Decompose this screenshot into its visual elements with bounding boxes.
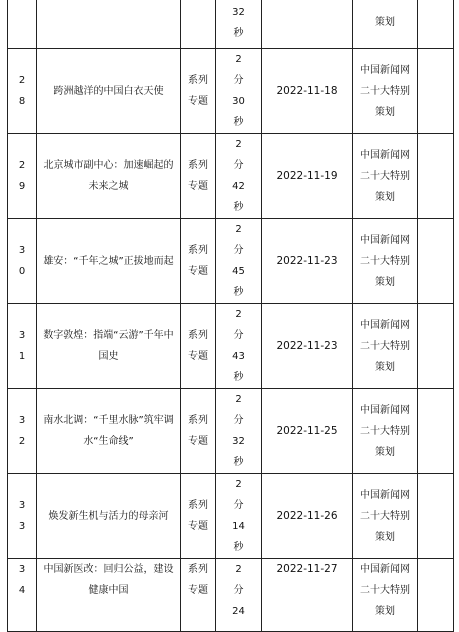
duration-cell bbox=[216, 474, 262, 559]
source-line: 中国新闻网 bbox=[360, 489, 410, 501]
duration-part: 秒 bbox=[233, 457, 244, 468]
program-title: 焕发新生机与活力的母亲河 bbox=[48, 510, 169, 522]
duration-part: 43 bbox=[232, 351, 245, 362]
number-cell bbox=[8, 134, 37, 219]
program-type: 系列专题 bbox=[188, 160, 208, 192]
type-cell bbox=[181, 49, 216, 134]
program-type: 系列专题 bbox=[188, 330, 208, 362]
source-cell bbox=[353, 219, 418, 304]
duration-part: 分 bbox=[233, 585, 244, 596]
duration-cell bbox=[216, 219, 262, 304]
duration-part: 秒 bbox=[233, 542, 244, 553]
program-type: 系列专题 bbox=[188, 415, 208, 447]
row-number: 33 bbox=[18, 500, 26, 532]
air-date: 2022-11-23 bbox=[276, 254, 338, 267]
duration-part: 2 bbox=[235, 394, 242, 405]
program-type: 系列专题 bbox=[188, 564, 208, 596]
table-row bbox=[8, 559, 454, 632]
duration-part: 2 bbox=[235, 564, 242, 575]
duration-part: 32 bbox=[232, 436, 245, 447]
table-row bbox=[8, 0, 454, 49]
source-line: 中国新闻网 bbox=[360, 234, 410, 246]
table-row bbox=[8, 474, 454, 559]
table-row bbox=[8, 219, 454, 304]
row-number: 31 bbox=[18, 330, 26, 362]
number-cell bbox=[8, 389, 37, 474]
empty-cell bbox=[418, 474, 454, 559]
date-cell bbox=[262, 134, 353, 219]
duration-part: 分 bbox=[233, 245, 244, 256]
program-title: 数字敦煌：指端“云游”千年中国史 bbox=[43, 330, 174, 362]
title-cell bbox=[37, 304, 181, 389]
duration-part: 分 bbox=[233, 415, 244, 426]
program-title: 跨洲越洋的中国白衣天使 bbox=[53, 85, 164, 97]
duration-part: 2 bbox=[235, 224, 242, 235]
type-cell bbox=[181, 134, 216, 219]
table-row bbox=[8, 304, 454, 389]
empty-cell bbox=[418, 219, 454, 304]
row-number: 28 bbox=[18, 75, 26, 107]
source-line: 策划 bbox=[375, 191, 395, 203]
duration-part: 秒 bbox=[233, 202, 244, 213]
date-cell bbox=[262, 474, 353, 559]
empty-cell bbox=[418, 134, 454, 219]
title-cell bbox=[37, 49, 181, 134]
source-line: 中国新闻网 bbox=[360, 564, 410, 575]
duration-part: 24 bbox=[232, 606, 245, 617]
date-cell bbox=[262, 49, 353, 134]
source-cell bbox=[353, 0, 418, 49]
date-cell bbox=[262, 389, 353, 474]
air-date: 2022-11-19 bbox=[276, 169, 338, 182]
source-line: 策划 bbox=[375, 531, 395, 543]
source-cell bbox=[353, 49, 418, 134]
duration-part: 42 bbox=[232, 181, 245, 192]
title-cell bbox=[37, 474, 181, 559]
title-cell bbox=[37, 134, 181, 219]
source-line: 中国新闻网 bbox=[360, 64, 410, 76]
duration-cell bbox=[216, 304, 262, 389]
duration-cell bbox=[216, 49, 262, 134]
number-cell bbox=[8, 219, 37, 304]
row-number: 30 bbox=[18, 245, 26, 277]
program-type: 系列专题 bbox=[188, 245, 208, 277]
row-number: 32 bbox=[18, 415, 26, 447]
duration-part: 秒 bbox=[233, 27, 244, 39]
duration-part: 32 bbox=[232, 6, 245, 18]
source-line: 策划 bbox=[375, 106, 395, 118]
empty-cell bbox=[418, 0, 454, 49]
air-date: 2022-11-23 bbox=[276, 339, 338, 352]
source-cell bbox=[353, 474, 418, 559]
duration-part: 秒 bbox=[233, 372, 244, 383]
program-table bbox=[7, 0, 454, 632]
number-cell bbox=[8, 49, 37, 134]
source-line: 二十大特别 bbox=[360, 510, 410, 522]
date-cell bbox=[262, 0, 353, 49]
number-cell bbox=[8, 0, 37, 49]
date-cell bbox=[262, 304, 353, 389]
duration-part: 2 bbox=[235, 54, 242, 65]
duration-part: 分 bbox=[233, 330, 244, 341]
table-row bbox=[8, 389, 454, 474]
duration-cell bbox=[216, 389, 262, 474]
source-line: 策划 bbox=[375, 276, 395, 288]
table-row bbox=[8, 134, 454, 219]
source-line: 策划 bbox=[375, 361, 395, 373]
duration-part: 14 bbox=[232, 521, 245, 532]
source-line: 中国新闻网 bbox=[360, 149, 410, 161]
type-cell bbox=[181, 474, 216, 559]
empty-cell bbox=[418, 559, 454, 632]
program-title: 中国新医改：回归公益，建设健康中国 bbox=[43, 564, 174, 596]
program-type: 系列专题 bbox=[188, 500, 208, 532]
duration-cell bbox=[216, 0, 262, 49]
air-date: 2022-11-27 bbox=[276, 563, 338, 575]
source-line: 中国新闻网 bbox=[360, 319, 410, 331]
empty-cell bbox=[418, 389, 454, 474]
duration-part: 分 bbox=[233, 75, 244, 86]
source-line: 二十大特别 bbox=[360, 425, 410, 437]
title-cell bbox=[37, 219, 181, 304]
duration-part: 分 bbox=[233, 160, 244, 171]
type-cell bbox=[181, 0, 216, 49]
air-date: 2022-11-18 bbox=[276, 84, 338, 97]
type-cell bbox=[181, 559, 216, 632]
source-cell bbox=[353, 134, 418, 219]
row-number: 34 bbox=[18, 564, 26, 596]
source-line: 二十大特别 bbox=[360, 170, 410, 182]
duration-part: 45 bbox=[232, 266, 245, 277]
number-cell bbox=[8, 304, 37, 389]
number-cell bbox=[8, 559, 37, 632]
duration-part: 2 bbox=[235, 139, 242, 150]
row-number: 29 bbox=[18, 160, 26, 192]
duration-cell bbox=[216, 134, 262, 219]
duration-part: 秒 bbox=[233, 117, 244, 128]
table-row bbox=[8, 49, 454, 134]
number-cell bbox=[8, 474, 37, 559]
duration-part: 2 bbox=[235, 479, 242, 490]
source-line: 二十大特别 bbox=[360, 255, 410, 267]
source-line: 二十大特别 bbox=[360, 85, 410, 97]
air-date: 2022-11-25 bbox=[276, 424, 338, 437]
source-line: 策划 bbox=[375, 606, 395, 617]
program-type: 系列专题 bbox=[188, 75, 208, 107]
source-line: 中国新闻网 bbox=[360, 404, 410, 416]
duration-part: 30 bbox=[232, 96, 245, 107]
duration-part: 2 bbox=[235, 309, 242, 320]
source-cell bbox=[353, 304, 418, 389]
date-cell bbox=[262, 559, 353, 632]
type-cell bbox=[181, 389, 216, 474]
source-line: 二十大特别 bbox=[360, 340, 410, 352]
empty-cell bbox=[418, 49, 454, 134]
duration-cell bbox=[216, 559, 262, 632]
source-cell bbox=[353, 559, 418, 632]
source-cell bbox=[353, 389, 418, 474]
type-cell bbox=[181, 219, 216, 304]
title-cell bbox=[37, 389, 181, 474]
program-title: 南水北调：“千里水脉”筑牢调水“生命线” bbox=[43, 415, 174, 447]
title-cell bbox=[37, 559, 181, 632]
source-line: 策划 bbox=[375, 17, 395, 28]
duration-part: 秒 bbox=[233, 287, 244, 298]
program-title: 雄安：“千年之城”正拔地而起 bbox=[43, 255, 174, 267]
empty-cell bbox=[418, 304, 454, 389]
source-line: 策划 bbox=[375, 446, 395, 458]
program-title: 北京城市副中心：加速崛起的未来之城 bbox=[43, 160, 174, 192]
air-date: 2022-11-26 bbox=[276, 509, 338, 522]
title-cell bbox=[37, 0, 181, 49]
type-cell bbox=[181, 304, 216, 389]
date-cell bbox=[262, 219, 353, 304]
duration-part: 分 bbox=[233, 500, 244, 511]
source-line: 二十大特别 bbox=[360, 585, 410, 596]
